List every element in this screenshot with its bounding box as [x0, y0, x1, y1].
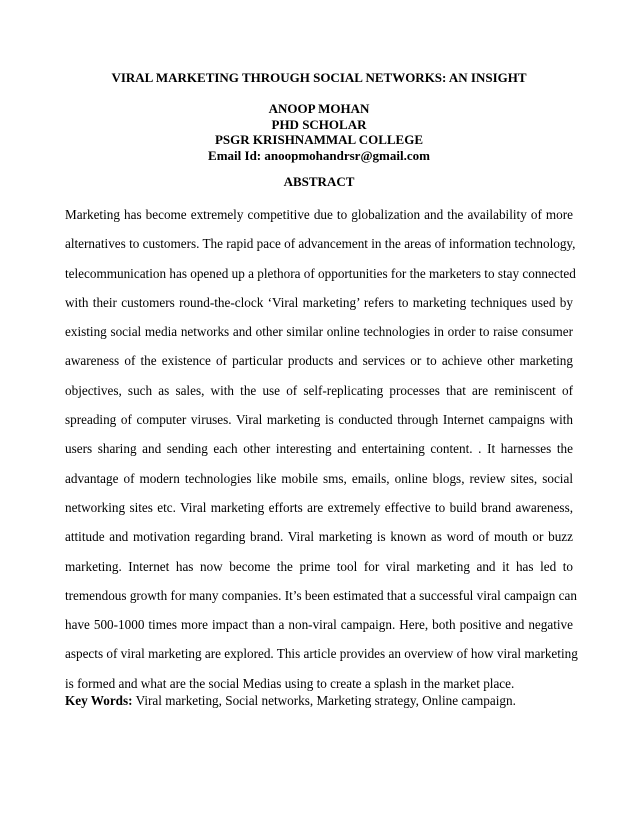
abstract-heading: ABSTRACT	[283, 174, 355, 189]
abstract-line: with their customers round-the-clock ‘Viral marketing’ refers to marketing techniques used by	[65, 294, 573, 310]
author-role: PHD SCHOLAR	[271, 116, 367, 132]
keywords	[65, 693, 573, 709]
keywords-text: Viral marketing, Social networks, Marketing strategy, Online campaign.	[132, 693, 516, 708]
abstract-line: advantage of modern technologies like mobile sms, emails, online blogs, review sites, social	[65, 470, 573, 486]
keywords-label: Key Words:	[65, 693, 133, 708]
abstract-line: objectives, such as sales, with the use of self-replicating processes that are reminiscent of	[65, 382, 573, 398]
paper-title: VIRAL MARKETING THROUGH SOCIAL NETWORKS: AN INSIGHT	[111, 70, 527, 85]
abstract-line: existing social media networks and other similar online technologies in order to raise consumer	[65, 324, 573, 340]
abstract-line: Marketing has become extremely competitive due to globalization and the availability of more	[65, 207, 573, 222]
abstract-line: spreading of computer viruses. Viral marketing is conducted through Internet campaigns with	[65, 412, 573, 428]
author-block	[0, 101, 638, 163]
abstract-line: telecommunication has opened up a plethora of opportunities for the marketers to stay connected	[65, 265, 576, 281]
abstract-line: have 500-1000 times more impact than a non-viral campaign. Here, both positive and negative	[65, 617, 573, 633]
abstract-body	[65, 200, 578, 698]
abstract-line: networking sites etc. Viral marketing efforts are extremely effective to build brand awareness,	[65, 499, 573, 515]
abstract-line: alternatives to customers. The rapid pace of advancement in the areas of information technology,	[65, 236, 576, 252]
author-institution: PSGR KRISHNAMMAL COLLEGE	[214, 132, 424, 147]
abstract-line: is formed and what are the social Medias using to create a splash in the market place.	[65, 675, 515, 691]
abstract-line: awareness of the existence of particular products and services or to achieve other marketing	[65, 353, 573, 369]
abstract-line: marketing. Internet has now become the prime tool for viral marketing and it has led to	[65, 558, 573, 574]
author-email: Email Id: anoopmohandrsr@gmail.com	[208, 147, 430, 163]
abstract-line: users sharing and sending each other interesting and entertaining content. . It harnesses the	[65, 441, 573, 457]
author-name: ANOOP MOHAN	[268, 101, 370, 116]
abstract-line: attitude and motivation regarding brand. Viral marketing is known as word of mouth or buzz	[65, 529, 573, 545]
abstract-line: aspects of viral marketing are explored. This article provides an overview of how viral marketing	[65, 646, 578, 662]
abstract-line: tremendous growth for many companies. It’s been estimated that a successful viral campaign can	[65, 587, 577, 603]
